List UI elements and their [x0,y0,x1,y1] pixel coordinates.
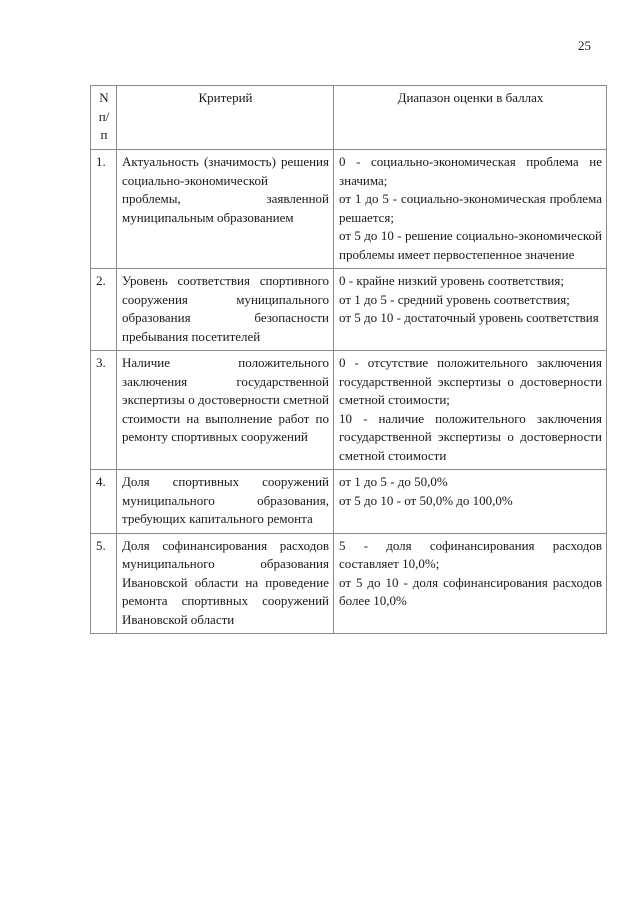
page-number: 25 [578,38,591,53]
header-range: Диапазон оценки в баллах [334,86,607,150]
range-item: от 5 до 10 - доля софинансирования расходов более 10,0% [339,574,602,608]
row-number: 3. [91,351,117,470]
row-number: 2. [91,269,117,351]
header-number-line: п [100,127,108,142]
row-criterion: Актуальность (значимость) решения социально-экономической проблемы, заявленной муниципальным образованием [117,150,334,269]
criteria-table [90,85,607,634]
row-criterion: Доля софинансирования расходов муниципального образования Ивановской области на проведение ремонта спортивных сооружений Ивановской области [117,533,334,634]
table-row [91,351,607,470]
row-criterion: Доля спортивных сооружений муниципального образования, требующих капитального ремонта [117,470,334,534]
row-range [334,533,607,634]
table-row [91,470,607,534]
row-number: 4. [91,470,117,534]
range-item: от 1 до 5 - средний уровень соответствия; [339,291,570,307]
header-number [91,86,117,150]
range-item: 10 - наличие положительного заключения государственной экспертизы о достоверности сметной стоимости [339,410,602,463]
range-item: от 1 до 5 - социально-экономическая проблема решается; [339,191,602,225]
range-item: 0 - крайне низкий уровень соответствия; [339,273,564,288]
range-item: 5 - доля софинансирования расходов составляет 10,0%; [339,537,602,571]
header-criterion: Критерий [117,86,334,150]
range-item: от 1 до 5 - до 50,0% [339,474,448,489]
range-item: от 5 до 10 - достаточный уровень соответствия [339,310,599,325]
row-criterion: Наличие положительного заключения государственной экспертизы о достоверности сметной стоимости на выполнение работ по ремонту спортивных сооружений [117,351,334,470]
table-row [91,150,607,269]
row-criterion: Уровень соответствия спортивного сооружения муниципального образования безопасности пребывания посетителей [117,269,334,351]
row-range [334,269,607,351]
range-item: от 5 до 10 - от 50,0% до 100,0% [339,492,513,508]
range-item: от 5 до 10 - решение социально-экономической проблемы имеет первостепенное значение [339,228,602,262]
header-number-line: п/ [98,108,110,124]
row-range [334,150,607,269]
row-number: 5. [91,533,117,634]
table-row [91,269,607,351]
table-header-row [91,86,607,150]
row-range [334,470,607,534]
range-item: 0 - социально-экономическая проблема не значима; [339,154,602,188]
range-item: 0 - отсутствие положительного заключения государственной экспертизы о достоверности сметной стоимости; [339,355,602,407]
table-row [91,533,607,634]
header-number-line: N [99,90,109,105]
row-number: 1. [91,150,117,269]
row-range [334,351,607,470]
